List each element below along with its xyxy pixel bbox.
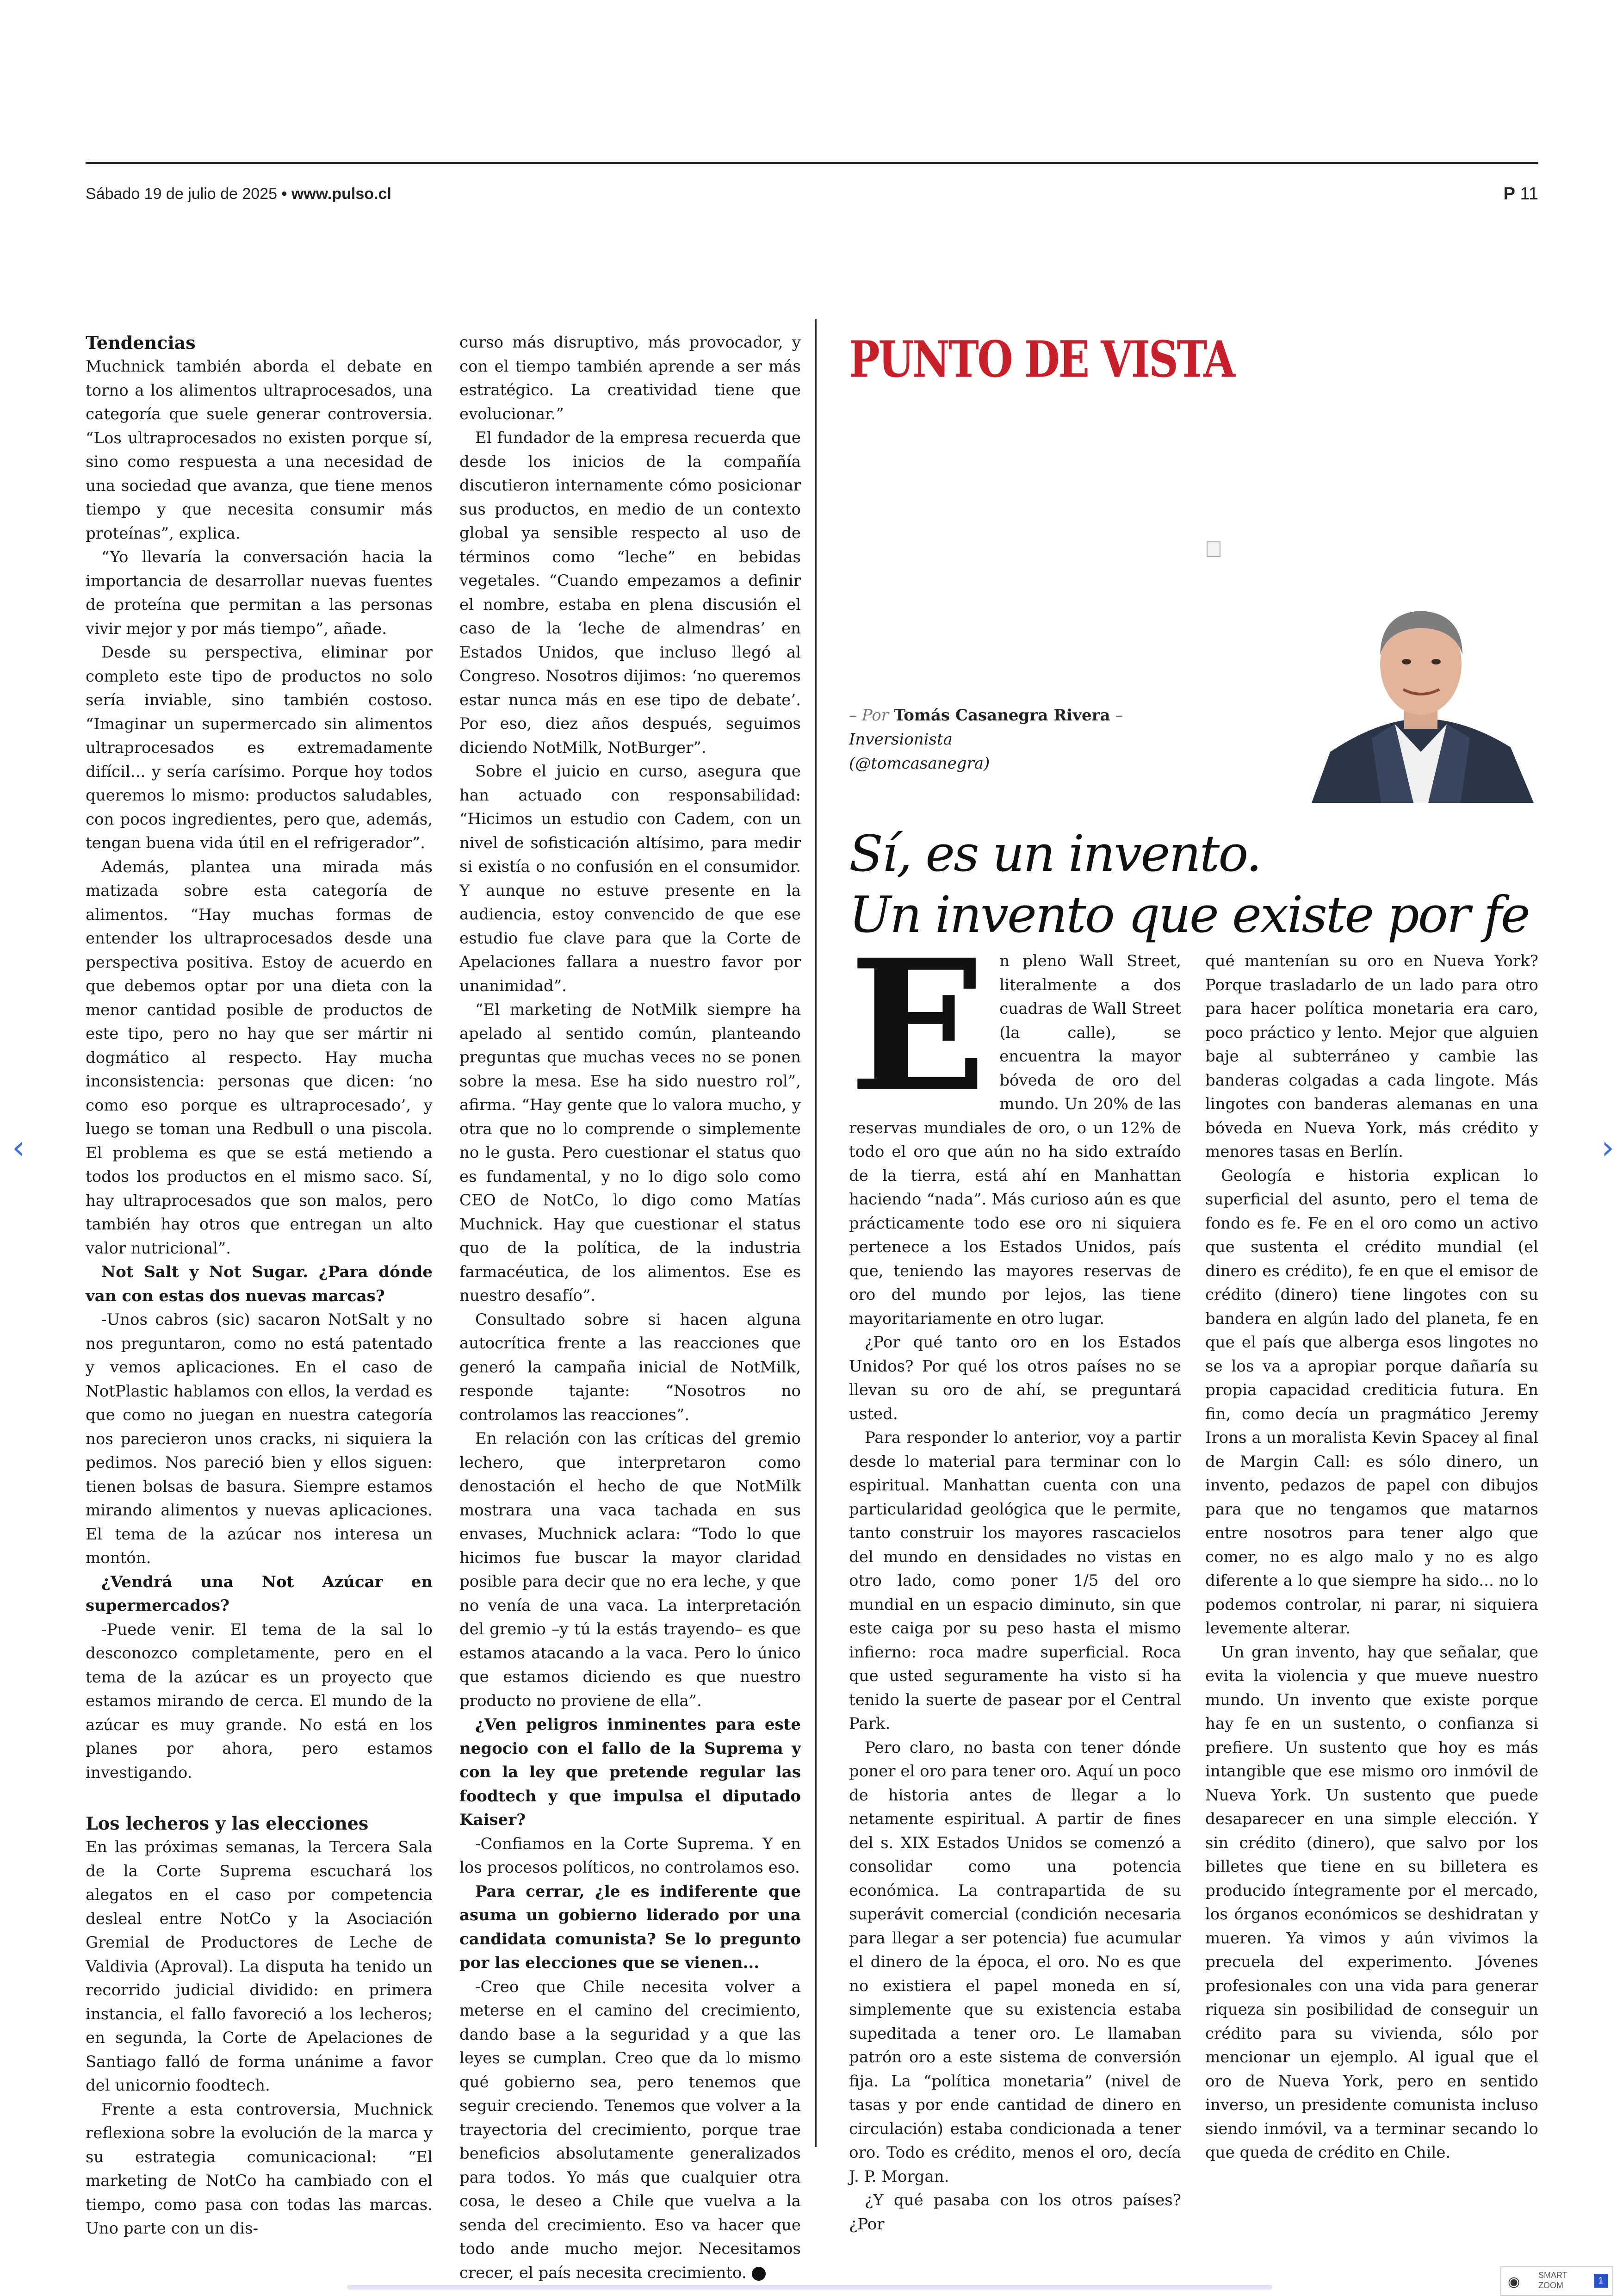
paragraph: qué mantenían su oro en Nueva York? Porque trasladarlo de un lado para otro para hacer política monetaria era caro, poco práctico y lento. Mejor que alguien baje al subterráneo y cambie las banderas colgadas a cada lingote. Más lingotes con banderas alemanas en una bóveda en Nueva York, más crédito y menores tasas en Berlín. (1205, 952, 1538, 1161)
lead-paragraph: En pleno Wall Street, literalmente a dos cuadras de Wall Street (la calle), se encuentra la mayor bóveda de oro del mundo. Un 20% de las reservas mundiales de oro, o un 12% de todo el oro que aún no ha sido extraído de la tierra, está ahí en Manhattan haciendo “nada”. Más curioso aún es que prácticamente todo ese oro ni siquiera pertenece a los Estados Unidos, país que, teniendo las mayores reservas de oro del mundo por lejos, las tiene mayoritariamente en otro lugar. (849, 920, 1181, 1328)
section-title: PUNTO DE VISTA (849, 330, 1234, 389)
author-role: Inversionista (849, 730, 953, 749)
page-number: P 11 (1503, 184, 1538, 204)
chevron-left-icon: ‹ (12, 1129, 25, 1167)
header-rule (86, 162, 1538, 164)
paragraph: ¿Y qué pasaba con los otros países? ¿Por (849, 2191, 1181, 2234)
author-handle: (@tomcasanegra) (849, 754, 990, 773)
next-page-button[interactable] (1594, 1129, 1622, 1166)
opinion-headline: Sí, es un invento. Un invento que existe por fe (849, 825, 1529, 944)
subheading-lecheros: Los lecheros y las elecciones (86, 1813, 369, 1834)
column-divider (815, 319, 817, 2147)
article-column-1 (86, 331, 433, 2241)
author-name: Tomás Casanegra Rivera (893, 706, 1110, 725)
smart-zoom-control[interactable] (1500, 2266, 1613, 2296)
horizontal-scrollbar[interactable] (347, 2285, 1272, 2290)
interview-question: Not Salt y Not Sugar. ¿Para dónde van con estas dos nuevas marcas? (86, 1263, 433, 1305)
paragraph: Geología e historia explican lo superficial del asunto, pero el tema de fondo es fe. Fe en el oro como un activo que sustenta el crédito mundial (el dinero es crédito), fe en que el emisor de crédito (dinero) tiene lingotes con su bandera en algún lado del planeta, fe en que el país que alberga esos lingotes no se los va a apropiar porque dañaría su propia capacidad crediticia futura. En fin, como decía un pragmático Jeremy Irons a un moralista Kevin Spacey al final de Margin Call: es sólo dinero, un invento, pedazos de papel con dibujos para que no tengamos que matarnos entre nosotros para tener algo que comer, no es algo malo y no es algo diferente a lo que siempre ha sido... no lo podemos controlar, ni parar, ni siquiera levemente alterar. (1205, 1166, 1538, 1638)
interview-question: ¿Ven peligros inminentes para este negocio con el fallo de la Suprema y con la ley que pretende regular las foodtech y que impulsa el diputado Kaiser? (459, 1715, 801, 1829)
paragraph: Frente a esta controversia, Muchnick reflexiona sobre la evolución de la marca y su estrategia comunicacional: “El marketing de NotCo ha cambiado con el tiempo, como pasa con todas las marcas. Uno parte con un dis- (86, 2100, 433, 2238)
paragraph: Un gran invento, hay que señalar, que evita la violencia y que mueve nuestro mundo. Un invento que existe porque hay fe en un sustento, o confianza si prefiere. Un sustento que hoy es más intangible que ese mismo oro inmóvil de Nueva York. Un sustento que puede desaparecer en una simple elección. Y sin crédito (dinero), que salvo por los billetes que tiene en su billetera es producido íntegramente por el mercado, los órganos económicos se deshidratan y mueren. Ya vimos y aún vivimos la precuela del experimento. Jóvenes profesionales con una vida para generar riqueza sin posibilidad de conseguir un crédito para su vivienda, sólo por mencionar un ejemplo. Al igual que el oro de Nueva York, pero en sentido inverso, un presidente comunista incluso siendo inmóvil, va a terminar secando lo que queda de crédito en Chile. (1205, 1643, 1538, 2162)
author-photo (1302, 585, 1539, 803)
opinion-column-2 (1205, 949, 1538, 2165)
issue-date-line: Sábado 19 de julio de 2025 • www.pulso.cl (86, 185, 391, 203)
issue-date: Sábado 19 de julio de 2025 (86, 185, 278, 203)
paragraph: Para responder lo anterior, voy a partir desde lo material para terminar con lo espiritual. Manhattan cuenta con una particularidad geológica que le permite, tanto construir los mayores rascacielos del mundo en densidades no vistas en otro lado, como poner 1/5 del oro mundial en un espacio diminuto, sin que este caiga por su peso hasta el mismo infierno: roca madre superficial. Roca que usted seguramente ha visto si ha tenido la suerte de pasear por el Central Park. (849, 1428, 1181, 1733)
interview-answer: -Creo que Chile necesita volver a meterse en el camino del crecimiento, dando base a la seguridad y a que las leyes se cumplan. Creo que da lo mismo qué gobierno sea, pero tenemos que seguir creciendo. Tenemos que volver a la trayectoria del crecimiento, porque trae beneficios absolutamente generalizados para todos. Yo más que cualquier otra cosa, le deseo a Chile que vuelva a la senda del crecimiento. Eso va hacer que todo ande mucho mejor. Necesitamos crecer, el país necesita crecimiento. (459, 1977, 801, 2282)
author-line: – Por Tomás Casanegra Rivera – (849, 706, 1123, 725)
end-mark-icon (752, 2267, 766, 2281)
drop-cap: E (849, 920, 987, 1132)
paragraph: En relación con las críticas del gremio lechero, que interpretaron como denostación el hecho de que NotMilk mostrara una vaca tachada en sus envases, Muchnick aclara: “Todo lo que hicimos fue buscar la mayor claridad posible para decir que no era leche, y que no venía de una vaca. La interpretación del gremio –y tú la estás trayendo– es que estamos atacando a la vaca. Pero lo único que estamos diciendo es que nuestro producto no proviene de ella”. (459, 1429, 801, 1710)
image-placeholder-icon (1207, 541, 1220, 557)
paragraph: Desde su perspectiva, eliminar por completo este tipo de productos no solo sería inviable, sino también costoso. “Imaginar un supermercado sin alimentos ultraprocesados es extremadamente difícil... y sería carísimo. Porque hoy todos queremos lo mismo: productos saludables, con pocos ingredientes, pero que, además, tengan buena vida útil en el refrigerador”. (86, 643, 433, 852)
subheading-tendencias: Tendencias (86, 332, 196, 353)
paragraph: ¿Por qué tanto oro en los Estados Unidos? Por qué los otros países no se llevan su oro de ahí, se preguntará usted. (849, 1333, 1181, 1423)
paragraph: Muchnick también aborda el debate en torno a los alimentos ultraprocesados, una categoría que suele generar controversia. “Los ultraprocesados no existen porque sí, sino como respuesta a una necesidad de una sociedad que avanza, que tiene menos tiempo y que necesita consumir más proteínas”, explica. (86, 357, 433, 543)
paragraph: “El marketing de NotMilk siempre ha apelado al sentido común, planteando preguntas que muchas veces no se ponen sobre la mesa. Ese ha sido nuestro rol”, afirma. “Hay gente que lo valora mucho, y otra que no lo comprende o simplemente no le gusta. Pero cuestionar el status quo es fundamental, y no lo digo solo como CEO de NotCo, lo digo como Matías Muchnick. Hay que cuestionar el status quo de la política, de la industria farmacéutica, de los alimentos. Ese es nuestro desafío”. (459, 1000, 801, 1305)
interview-question: ¿Vendrá una Not Azúcar en supermercados? (86, 1572, 433, 1615)
smart-zoom-label: SMART ZOOM (1538, 2271, 1567, 2290)
byline (849, 703, 1123, 776)
paragraph: “Yo llevaría la conversación hacia la importancia de desarrollar nuevas fuentes de proteína que permitan a las personas vivir mejor y por más tiempo”, añade. (86, 548, 433, 638)
paragraph: Consultado sobre si hacen alguna autocrítica frente a las reacciones que generó la campaña inicial de NotMilk, responde tajante: “Nosotros no controlamos las reacciones”. (459, 1310, 801, 1424)
interview-answer: -Puede venir. El tema de la sal lo desconozco completamente, pero en el tema de la azúcar es un proyecto que estamos mirando de cerca. El mundo de la azúcar es muy grande. No está en los planes por ahora, pero estamos investigando. (86, 1620, 433, 1782)
paragraph: Pero claro, no basta con tener dónde poner el oro para tener oro. Aquí un poco de historia antes de llegar a lo netamente espiritual. A partir de fines del s. XIX Estados Unidos se comenzó a consolidar como una potencia económica. La contrapartida de su superávit comercial (condición necesaria para llegar a ser potencia) fue acumular el dinero de la época, el oro. No es que no existiera el papel moneda en sí, simplemente que su existencia estaba supeditada a tener oro. Le llamaban patrón oro a este sistema de conversión fija. La “política monetaria” (nivel de tasas y por ende cantidad de dinero en circulación) estaba condicionada a tener oro. Todo es crédito, menos el oro, decía J. P. Morgan. (849, 1738, 1181, 2186)
chevron-right-icon: › (1601, 1129, 1614, 1167)
previous-page-button[interactable] (5, 1129, 32, 1166)
zoom-level-badge[interactable]: 1 (1594, 2274, 1608, 2288)
paragraph: Sobre el juicio en curso, asegura que han actuado con responsabilidad: “Hicimos un estudio con Cadem, con un nivel de sofisticación altísimo, para medir si existía o no confusión en el consumidor. Y aunque no estuve presente en la audiencia, estoy convencido de que ese estudio fue clave para que la Corte de Apelaciones fallara a nuestro favor por unanimidad”. (459, 762, 801, 995)
paragraph: curso más disruptivo, más provocador, y con el tiempo también aprende a ser más estratégico. La creatividad tiene que evolucionar.” (459, 333, 801, 423)
opinion-column-1 (849, 920, 1181, 2236)
eye-icon: ◉ (1508, 2274, 1520, 2290)
paragraph: El fundador de la empresa recuerda que desde los inicios de la compañía discutieron internamente cómo posicionar sus productos, en medio de un contexto global ya sensible respecto al uso de términos como “leche” en bebidas vegetales. “Cuando empezamos a definir el nombre, estaba en plena discusión el caso de la ‘leche de almendras’ en Estados Unidos, que incluso llegó al Congreso. Nosotros dijimos: ‘no queremos estar nunca más en ese tipo de debate’. Por eso, diez años después, seguimos diciendo NotMilk, NotBurger”. (459, 428, 801, 757)
paragraph: Además, plantea una mirada más matizada sobre esta categoría de alimentos. “Hay muchas formas de entender los ultraprocesados desde una perspectiva positiva. Estoy de acuerdo en que debemos optar por una dieta con la menor cantidad posible de productos de este tipo, pero no hay que ser mártir ni dogmático al respecto. Hay mucha inconsistencia: personas que dicen: ‘no como eso porque es ultraprocesado’, y luego se toman una Redbull o una piscola. El problema es que se está metiendo a todos los productos en el mismo saco. Sí, hay ultraprocesados que son malos, pero también hay otros que entregan un alto valor nutricional”. (86, 857, 433, 1258)
interview-answer: -Confiamos en la Corte Suprema. Y en los procesos políticos, no controlamos eso. (459, 1834, 801, 1877)
paragraph: En las próximas semanas, la Tercera Sala de la Corte Suprema escuchará los alegatos en el caso por competencia desleal entre NotCo y la Asociación Gremial de Productores de Leche de Valdivia (Aproval). La disputa ha tenido un recorrido judicial dividido: en primera instancia, el fallo favoreció a los lecheros; en segunda, la Corte de Apelaciones de Santiago falló de forma unánime a favor del unicornio foodtech. (86, 1838, 433, 2095)
article-column-2 (459, 331, 801, 2285)
site-url[interactable]: www.pulso.cl (291, 185, 391, 203)
interview-answer: -Unos cabros (sic) sacaron NotSalt y no nos preguntaron, como no está patentado y vemos aplicaciones. En el caso de NotPlastic hablamos con ellos, la verdad es que como no juegan en nuestra categoría nos parecieron unos cracks, ni siquiera la pedimos. Nos pareció bien y ellos siguen: tienen bolsas de basura. Siempre estamos mirando alimentos y nuevas aplicaciones. El tema de la azúcar nos interesa un montón. (86, 1310, 433, 1567)
interview-question: Para cerrar, ¿le es indiferente que asuma un gobierno liderado por una candidata comunista? Se lo pregunto por las elecciones que se vienen... (459, 1882, 801, 1972)
